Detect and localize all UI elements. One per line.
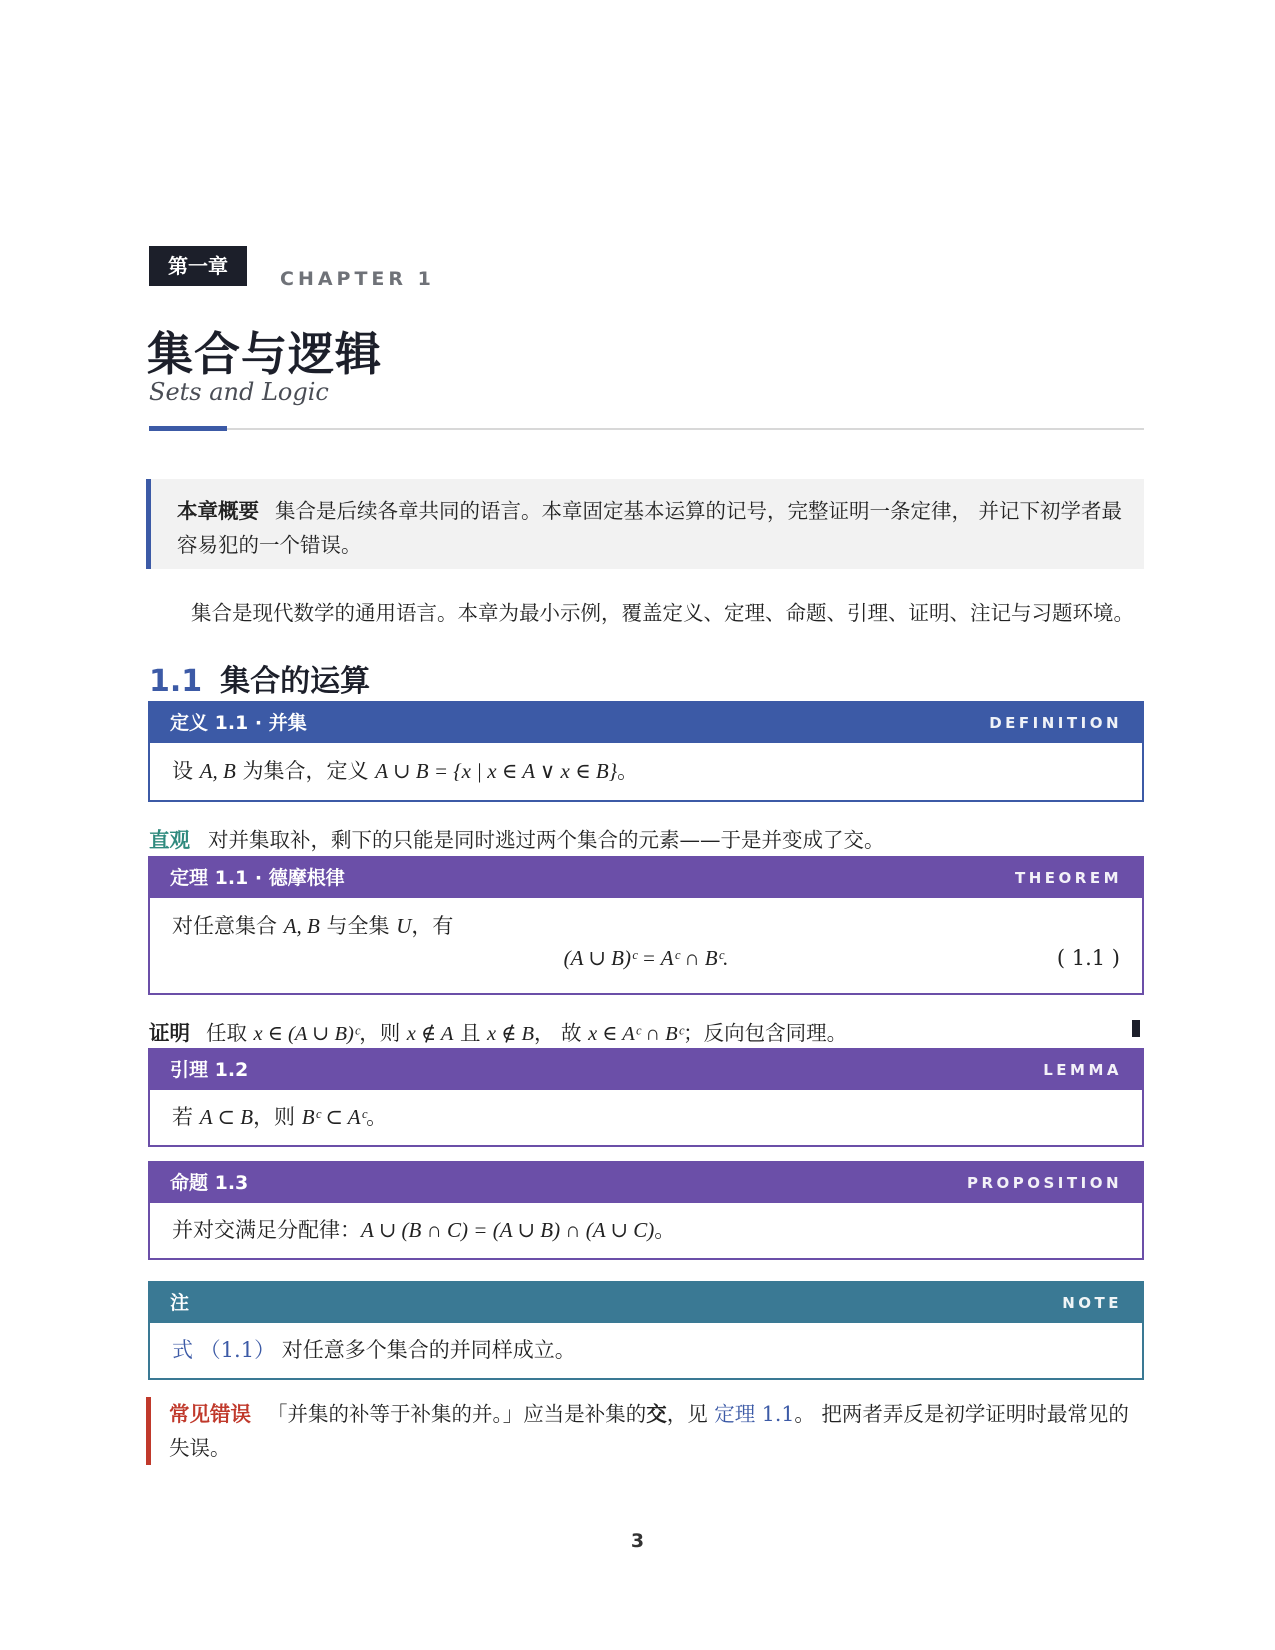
theorem-text: ，有 [411, 914, 454, 938]
note-content [150, 1323, 1142, 1378]
theorem-text: 与全集 [319, 914, 397, 938]
note-box [148, 1281, 1144, 1380]
overview-lead: 本章概要 [177, 499, 259, 523]
proof-text: 任取 [206, 1021, 254, 1045]
proof-text: ；反向包含同理。 [683, 1021, 848, 1045]
intuition-text: 对并集取补，剩下的只能是同时逃过两个集合的元素——于是并变成了交。 [208, 828, 885, 852]
definition-kind: DEFINITION [989, 714, 1122, 732]
proposition-text: 并对交满足分配律： [172, 1218, 361, 1242]
lemma-title: 引理 1.2 [170, 1059, 249, 1081]
proof-lead: 证明 [149, 1021, 190, 1045]
intro-paragraph: 集合是现代数学的通用语言。本章为最小示例，覆盖定义、定理、命题、引理、证明、注记与习题环境。 [191, 601, 1134, 625]
section-number: 1.1 [149, 664, 203, 699]
pitfall-lead: 常见错误 [169, 1402, 251, 1426]
theorem-statement [172, 910, 453, 940]
lemma-math: Bᶜ ⊂ Aᶜ [301, 1105, 367, 1129]
lemma-box [148, 1048, 1144, 1147]
lemma-text: 。 [366, 1105, 388, 1129]
common-mistake-remark [146, 1397, 1144, 1465]
proof-math: x ∈ Aᶜ ∩ Bᶜ [588, 1023, 684, 1045]
proof-math: x ∈ (A ∪ B)ᶜ [253, 1023, 360, 1045]
note-text: 对任意多个集合的并同样成立。 [275, 1338, 576, 1362]
lemma-content [150, 1090, 1142, 1145]
pitfall-text: 。 把两者弄反是初学证明时最常见的失误。 [169, 1402, 1129, 1460]
proposition-math: A ∪ (B ∩ C) = (A ∪ B) ∩ (A ∪ C) [361, 1218, 655, 1242]
definition-text: 为集合，定义 [235, 759, 376, 783]
definition-text: 设 [172, 759, 200, 783]
page-number: 3 [630, 1530, 645, 1552]
title-rule [149, 428, 1144, 430]
note-kind: NOTE [1062, 1294, 1122, 1312]
proof-text: ， 故 [534, 1021, 589, 1045]
theorem-kind: THEOREM [1014, 869, 1122, 887]
theorem-math: A, B [283, 914, 320, 938]
proof-math: x ∉ A [406, 1023, 454, 1045]
definition-box [148, 701, 1144, 802]
definition-title: 定义 1.1 · 并集 [170, 712, 307, 734]
chapter-badge: 第一章 [149, 246, 247, 286]
title-rule-accent [149, 426, 227, 431]
proof-math: x ∉ B [486, 1023, 535, 1045]
theorem-math: U [396, 914, 412, 938]
lemma-text: ，则 [253, 1105, 302, 1129]
note-title: 注 [170, 1292, 190, 1314]
note-header [150, 1283, 1142, 1323]
proposition-content [150, 1203, 1142, 1258]
equation-reference-link[interactable]: 式 （1.1） [172, 1338, 276, 1362]
proof-text: ，则 [359, 1021, 407, 1045]
proposition-kind: PROPOSITION [966, 1174, 1122, 1192]
theorem-box [148, 856, 1144, 995]
pitfall-text: ，见 [666, 1402, 715, 1426]
lemma-kind: LEMMA [1043, 1061, 1122, 1079]
theorem-reference-link[interactable]: 定理 1.1 [714, 1402, 795, 1426]
definition-math: A, B [199, 759, 236, 783]
lemma-math: A ⊂ B [199, 1105, 254, 1129]
theorem-title: 定理 1.1 · 德摩根律 [170, 867, 345, 889]
theorem-header [150, 858, 1142, 898]
definition-text: 。 [617, 759, 639, 783]
proposition-header [150, 1163, 1142, 1203]
proposition-box [148, 1161, 1144, 1260]
pitfall-emphasis: 交 [646, 1402, 667, 1426]
equation-number: ( 1.1 ) [1056, 946, 1120, 970]
section-heading [149, 656, 370, 700]
theorem-content [150, 898, 1142, 993]
overview-text: 集合是后续各章共同的语言。本章固定基本运算的记号，完整证明一条定律， 并记下初学者最容易犯的一个错误。 [177, 499, 1123, 557]
definition-header [150, 703, 1142, 743]
theorem-text: 对任意集合 [172, 914, 284, 938]
proof-text: 且 [453, 1021, 487, 1045]
definition-content [150, 743, 1142, 800]
lemma-header [150, 1050, 1142, 1090]
theorem-equation: (A ∪ B)ᶜ = Aᶜ ∩ Bᶜ. [563, 946, 729, 970]
qed-mark [1132, 1020, 1140, 1037]
pitfall-text: 「并集的补等于补集的并。」应当是补集的 [267, 1402, 647, 1426]
proof [149, 1016, 1144, 1046]
chapter-subtitle: Sets and Logic [149, 378, 329, 406]
proposition-title: 命题 1.3 [170, 1172, 249, 1194]
chapter-label: CHAPTER 1 [280, 268, 435, 290]
intuition-remark [149, 823, 885, 853]
definition-math: A ∪ B = {x | x ∈ A ∨ x ∈ B} [375, 759, 618, 783]
chapter-title: 集合与逻辑 [147, 327, 382, 381]
section-title: 集合的运算 [220, 664, 371, 699]
lemma-text: 若 [172, 1105, 200, 1129]
intuition-lead: 直观 [149, 828, 190, 852]
proposition-text: 。 [654, 1218, 676, 1242]
chapter-overview-box [146, 479, 1144, 569]
